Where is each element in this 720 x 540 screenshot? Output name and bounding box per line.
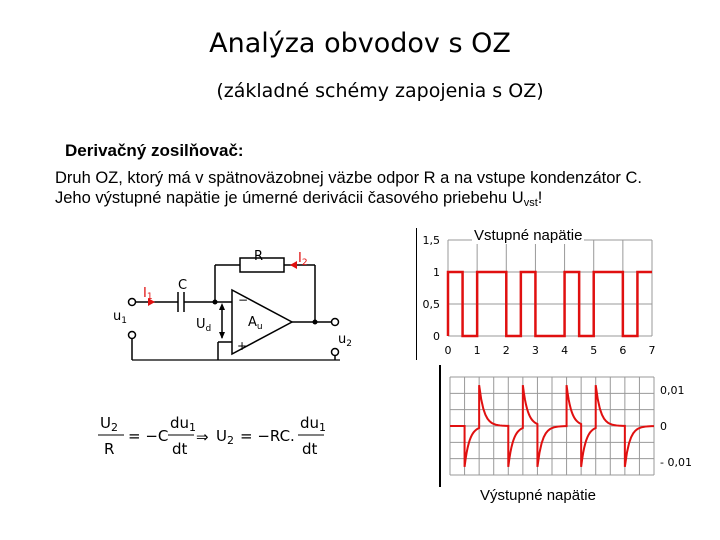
- input-chart-caption: Vstupné napätie: [474, 227, 583, 244]
- page-subtitle: (základné schémy zapojenia s OZ): [216, 80, 544, 102]
- formula: [95, 405, 335, 465]
- x-tick-label: 7: [648, 344, 656, 357]
- y-tick-label: 0: [660, 420, 667, 433]
- label-r: R: [254, 249, 264, 264]
- differentiator-circuit: [100, 240, 370, 380]
- y-tick-label: 1,5: [422, 234, 440, 247]
- x-tick-label: 1: [473, 344, 481, 357]
- label-plus: +: [237, 339, 248, 353]
- y-tick-label: 0,01: [660, 384, 685, 398]
- label-u2: $u_2$: [338, 332, 352, 349]
- y-tick-label: 1: [433, 266, 440, 279]
- lhs2: $U_2$: [216, 427, 234, 447]
- input-voltage-chart: [416, 228, 660, 360]
- x-tick-label: 3: [531, 344, 539, 357]
- label-ud: $U_d$: [196, 317, 212, 334]
- x-tick-label: 0: [444, 344, 452, 357]
- label-au: $A_u$: [248, 315, 263, 332]
- x-tick-label: 5: [590, 344, 598, 357]
- i2-arrow-icon: [290, 261, 297, 269]
- frac3-den: dt: [302, 440, 318, 458]
- y-tick-label: - 0,01: [660, 455, 692, 469]
- y-tick-label: 0: [433, 330, 440, 343]
- x-tick-label: 6: [619, 344, 627, 357]
- eq2: = −RC.: [240, 427, 295, 445]
- label-i1: I1: [143, 286, 153, 302]
- frac2-den: dt: [172, 440, 188, 458]
- x-tick-label: 4: [561, 344, 569, 357]
- section-heading: Derivačný zosilňovač:: [65, 141, 244, 160]
- page-title: Analýza obvodov s OZ: [209, 28, 511, 59]
- output-chart-caption: Výstupné napätie: [480, 487, 596, 504]
- frac3-num: $du_1$: [300, 414, 327, 434]
- description-line-1: Druh OZ, ktorý má v spätnoväzobnej väzbe odpor R a na vstupe kondenzátor C.: [55, 169, 642, 187]
- label-u1: $u_1$: [113, 309, 127, 326]
- output-voltage-chart: [438, 365, 700, 487]
- implies-symbol: ⇒: [196, 428, 209, 446]
- frac2-num: $du_1$: [170, 414, 197, 434]
- frac1-num: $U_2$: [100, 414, 118, 434]
- y-tick-label: 0,5: [422, 298, 440, 311]
- eq1: = −C: [128, 427, 169, 445]
- description-line-2: Jeho výstupné napätie je úmerné derivácii časového priebehu $U_{vst}$!: [55, 189, 543, 209]
- label-i2: $I_2$: [298, 251, 308, 268]
- x-tick-label: 2: [502, 344, 510, 357]
- label-c: C: [178, 278, 188, 293]
- frac1-den: R: [104, 440, 115, 458]
- description-paragraph: [55, 168, 705, 213]
- label-minus: −: [238, 293, 249, 307]
